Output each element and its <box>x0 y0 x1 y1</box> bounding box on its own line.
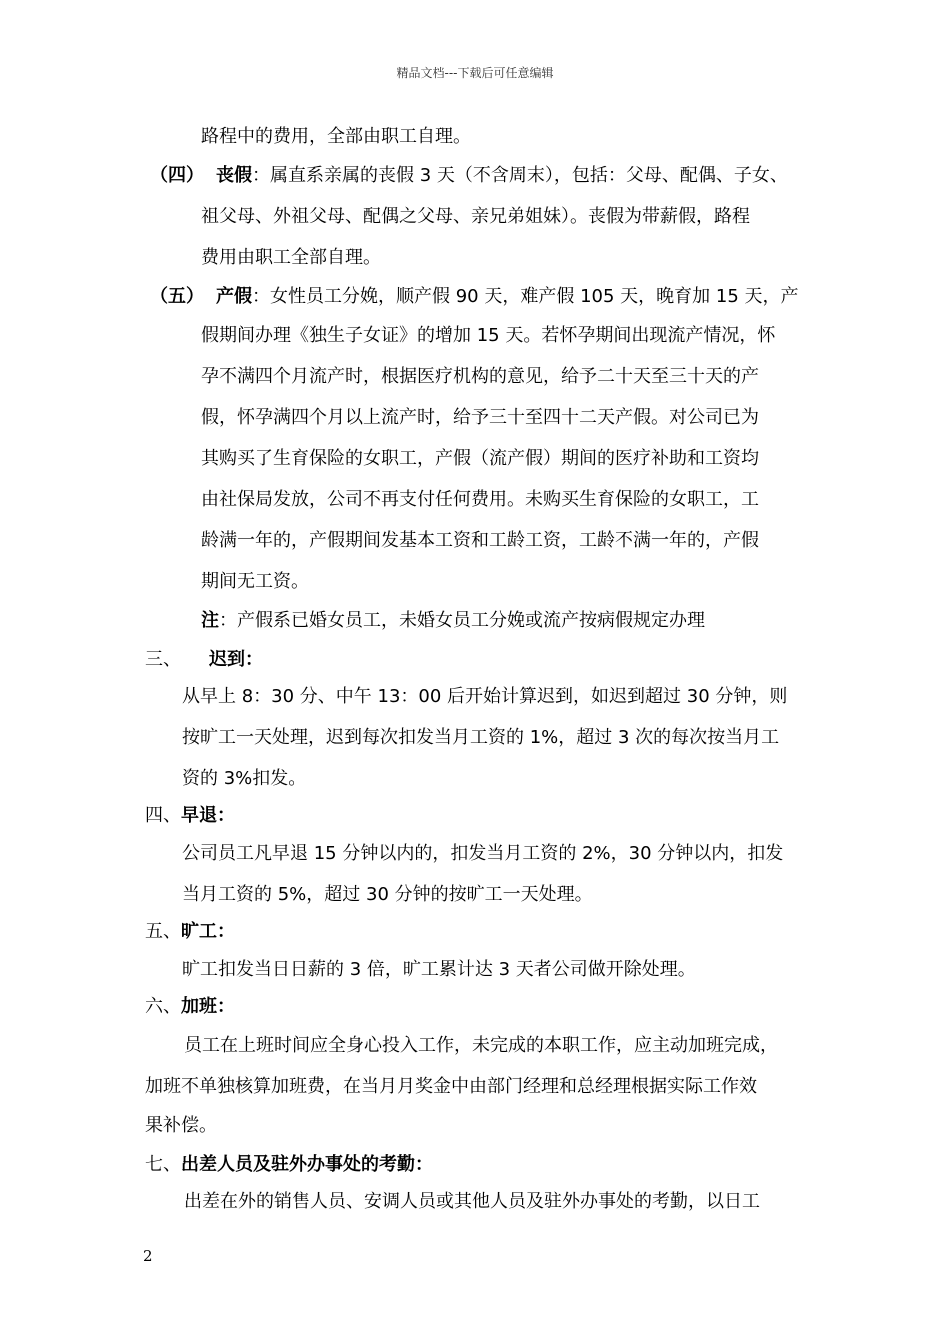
section-title: 加班： <box>181 996 235 1017</box>
paragraph-line: 祖父母、外祖父母、配偶之父母、亲兄弟姐妹）。丧假为带薪假，路程 <box>201 206 750 227</box>
section-text: ：女性员工分娩，顺产假 90 天，难产假 105 天，晚育加 15 天，产 <box>252 286 799 307</box>
page-header: 精品文档---下载后可任意编辑 <box>396 66 554 80</box>
paragraph-line: 假期间办理《独生子女证》的增加 15 天。若怀孕期间出现流产情况，怀 <box>201 325 776 346</box>
section-5-line-1 <box>150 285 799 309</box>
section-title: 迟到： <box>209 649 263 670</box>
paragraph-line: 资的 3%扣发。 <box>182 768 307 789</box>
paragraph-line: 其购买了生育保险的女职工，产假（流产假）期间的医疗补助和工资均 <box>201 448 759 469</box>
paragraph-line: 公司员工凡早退 15 分钟以内的，扣发当月工资的 2%，30 分钟以内，扣发 <box>182 843 784 864</box>
paragraph-line: 龄满一年的，产假期间发基本工资和工龄工资，工龄不满一年的，产假 <box>201 530 759 551</box>
section-number: 三、 <box>145 649 181 670</box>
paragraph-line: 员工在上班时间应全身心投入工作，未完成的本职工作，应主动加班完成， <box>184 1035 778 1056</box>
paragraph-line: 路程中的费用，全部由职工自理。 <box>201 126 471 147</box>
note-line <box>201 609 705 633</box>
section-4-line-1 <box>150 164 788 188</box>
section-6-heading <box>145 995 235 1019</box>
paragraph-line: 当月工资的 5%，超过 30 分钟的按旷工一天处理。 <box>182 884 593 905</box>
section-title: 旷工： <box>181 921 235 942</box>
section-7-heading <box>145 1153 433 1177</box>
paragraph-line: 加班不单独核算加班费，在当月月奖金中由部门经理和总经理根据实际工作效 <box>145 1076 757 1097</box>
paragraph-line: 费用由职工全部自理。 <box>201 247 381 268</box>
paragraph-line: 旷工扣发当日日薪的 3 倍，旷工累计达 3 天者公司做开除处理。 <box>182 959 696 980</box>
paragraph-line: 出差在外的销售人员、安调人员或其他人员及驻外办事处的考勤，以日工 <box>184 1191 760 1212</box>
section-title: 丧假 <box>216 165 252 186</box>
paragraph-line: 期间无工资。 <box>201 571 309 592</box>
section-label: （五） <box>150 286 204 307</box>
paragraph-line: 孕不满四个月流产时，根据医疗机构的意见，给予二十天至三十天的产 <box>201 366 759 387</box>
paragraph-line: 按旷工一天处理，迟到每次扣发当月工资的 1%，超过 3 次的每次按当月工 <box>182 727 780 748</box>
page-number: 2 <box>143 1247 153 1265</box>
note-label: 注 <box>201 610 219 631</box>
section-5b-heading <box>145 920 235 944</box>
section-3-heading <box>145 648 263 672</box>
section-number: 四、 <box>145 805 181 826</box>
section-number: 七、 <box>145 1154 181 1175</box>
section-title: 早退： <box>181 805 235 826</box>
section-title: 出差人员及驻外办事处的考勤： <box>181 1154 433 1175</box>
section-number: 五、 <box>145 921 181 942</box>
section-label: （四） <box>150 165 204 186</box>
section-title: 产假 <box>216 286 252 307</box>
section-4b-heading <box>145 804 235 828</box>
paragraph-line: 由社保局发放，公司不再支付任何费用。未购买生育保险的女职工，工 <box>201 489 759 510</box>
paragraph-line: 果补偿。 <box>145 1115 217 1136</box>
paragraph-line: 假，怀孕满四个月以上流产时，给予三十至四十二天产假。对公司已为 <box>201 407 759 428</box>
paragraph-line: 从早上 8：30 分、中午 13：00 后开始计算迟到，如迟到超过 30 分钟，则 <box>182 686 788 707</box>
section-text: ：属直系亲属的丧假 3 天（不含周末），包括：父母、配偶、子女、 <box>252 165 788 186</box>
note-text: ：产假系已婚女员工，未婚女员工分娩或流产按病假规定办理 <box>219 610 705 631</box>
section-number: 六、 <box>145 996 181 1017</box>
